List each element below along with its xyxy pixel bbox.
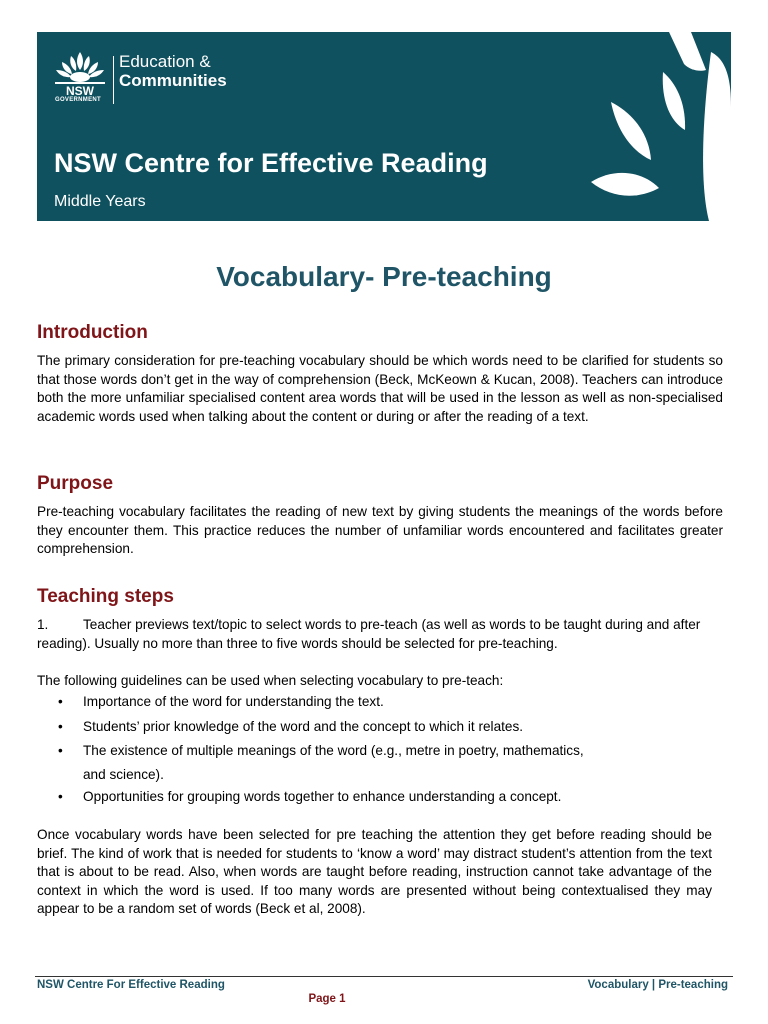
introduction-text: The primary consideration for pre-teaching vocabulary should be which words need to be clarified for students so that those words don’t get in the way of comprehension (Beck, McKeown & Kucan, 2008). Teachers can introduce both the more unfamiliar specialised content area words that will be used in the lesson as well as non-specialised academic words used when talking about the content or during or after the reading of a text. <box>37 353 723 424</box>
logo-government-label: GOVERNMENT <box>55 97 102 103</box>
bullet-icon: • <box>58 789 63 804</box>
document-title: Vocabulary- Pre-teaching <box>216 261 552 292</box>
guideline-text: Students’ prior knowledge of the word and the concept to which it relates. <box>83 718 524 734</box>
svg-text:NSW: NSW <box>66 84 94 98</box>
bullet-icon: • <box>58 718 63 734</box>
list-item <box>58 693 698 712</box>
bullet-icon: • <box>58 743 63 758</box>
teaching-steps-heading: Teaching steps <box>37 586 174 607</box>
banner-title: NSW Centre for Effective Reading <box>54 148 488 178</box>
logo-divider <box>113 56 114 104</box>
guidelines-intro: The following guidelines can be used when selecting vocabulary to pre-teach: <box>37 673 504 688</box>
purpose-heading: Purpose <box>37 473 114 494</box>
guideline-text: The existence of multiple meanings of the word (e.g., metre in poetry, mathematics, <box>83 743 584 758</box>
list-item <box>58 739 698 787</box>
footer-divider <box>35 976 733 977</box>
introduction-heading: Introduction <box>37 322 148 343</box>
guideline-text-continued: and science). <box>83 767 164 782</box>
closing-text: Once vocabulary words have been selected for pre teaching the attention they get before reading should be brief. The kind of work that is needed for students to ‘know a word’ may distract student’s attention from the text that is about to be read. Also, when words are taught before reading, instruction cannot take advantage of the context in which the word is used. If too many words are presented without being contextualised they may appear to be a random set of words (Beck et al, 2008). <box>37 827 712 916</box>
logo-org-line1: Education & <box>119 52 211 71</box>
step-number: 1. <box>37 617 49 632</box>
guideline-text: Importance of the word for understanding the text. <box>83 694 384 709</box>
logo-org-name <box>119 52 227 90</box>
footer-left: NSW Centre For Effective Reading <box>37 979 225 991</box>
list-item <box>58 718 698 737</box>
waratah-graphic-icon <box>591 32 731 221</box>
guidelines-list <box>58 693 698 813</box>
step-text: Teacher previews text/topic to select words to pre-teach (as well as words to be taught during and after reading). Usually no more than three to five words should be selected for pre-teaching. <box>37 617 701 651</box>
page-number: Page 1 <box>308 993 346 1005</box>
logo-org-line2: Communities <box>119 71 227 90</box>
bullet-icon: • <box>58 694 63 709</box>
header-banner <box>37 32 731 221</box>
guideline-text: Opportunities for grouping words together to enhance understanding a concept. <box>83 789 562 804</box>
teaching-step-1 <box>37 616 723 653</box>
footer-right: Vocabulary | Pre-teaching <box>587 979 728 991</box>
list-item <box>58 788 698 807</box>
banner-subtitle: Middle Years <box>54 193 146 210</box>
purpose-text: Pre-teaching vocabulary facilitates the reading of new text by giving students the meanings of the words before they encounter them. This practice reduces the number of unfamiliar words encountered and facilitates greater comprehension. <box>37 504 723 556</box>
